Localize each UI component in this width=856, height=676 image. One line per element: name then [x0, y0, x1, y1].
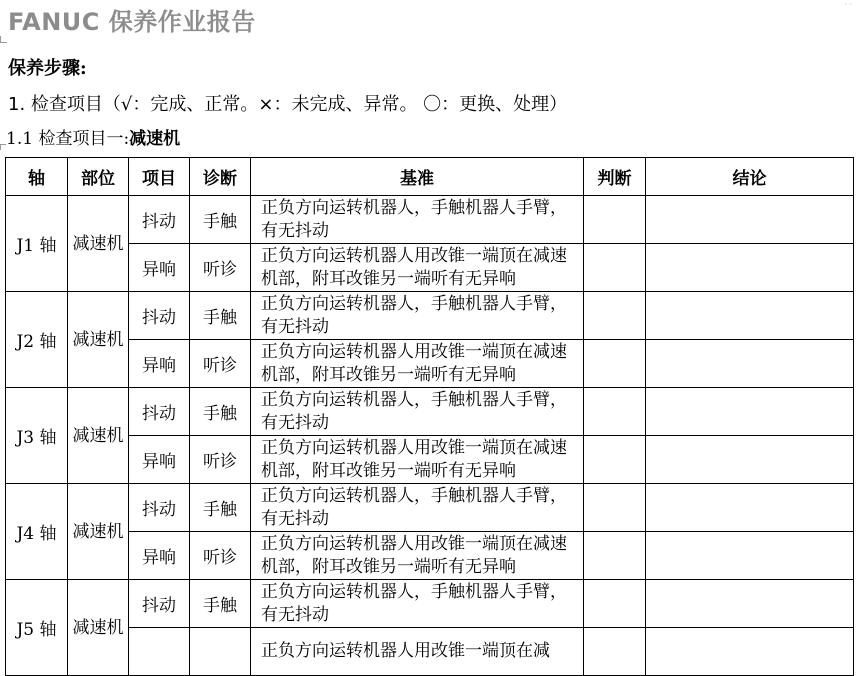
table-row	[6, 484, 854, 532]
diagnosis-cell: 听诊	[190, 436, 251, 484]
item-cell: 异响	[129, 244, 190, 292]
diagnosis-cell: 听诊	[190, 244, 251, 292]
conclusion-cell[interactable]	[646, 532, 854, 580]
basis-cell: 正负方向运转机器人用改锥一端顶在减	[251, 628, 584, 676]
corner-decoration: · ·	[844, 0, 852, 9]
conclusion-cell[interactable]	[646, 436, 854, 484]
header-item: 项目	[129, 158, 190, 196]
basis-cell: 正负方向运转机器人用改锥一端顶在减速机部，附耳改锥另一端听有无异响	[251, 244, 584, 292]
basis-cell: 正负方向运转机器人，手触机器人手臂，有无抖动	[251, 484, 584, 532]
judgement-cell[interactable]	[584, 436, 646, 484]
margin-corner-mark	[0, 36, 7, 43]
part-cell: 减速机	[68, 388, 129, 484]
basis-cell: 正负方向运转机器人，手触机器人手臂，有无抖动	[251, 292, 584, 340]
table-row	[6, 436, 854, 484]
conclusion-cell[interactable]	[646, 244, 854, 292]
basis-cell: 正负方向运转机器人，手触机器人手臂，有无抖动	[251, 196, 584, 244]
diagnosis-cell: 听诊	[190, 340, 251, 388]
header-judgement: 判断	[584, 158, 646, 196]
header-basis: 基准	[251, 158, 584, 196]
table-row	[6, 292, 854, 340]
basis-cell: 正负方向运转机器人用改锥一端顶在减速机部，附耳改锥另一端听有无异响	[251, 436, 584, 484]
header-conclusion: 结论	[646, 158, 854, 196]
header-diagnosis: 诊断	[190, 158, 251, 196]
check-items-legend: 1. 检查项目（√：完成、正常。×：未完成、异常。 〇：更换、处理）	[8, 94, 568, 115]
part-cell: 减速机	[68, 484, 129, 580]
judgement-cell[interactable]	[584, 196, 646, 244]
steps-heading: 保养步骤:	[8, 58, 87, 79]
judgement-cell[interactable]	[584, 340, 646, 388]
item-cell: 异响	[129, 340, 190, 388]
axis-cell: J5 轴	[6, 580, 68, 676]
table-header-row	[6, 158, 854, 196]
part-cell: 减速机	[68, 580, 129, 676]
basis-cell: 正负方向运转机器人，手触机器人手臂，有无抖动	[251, 580, 584, 628]
conclusion-cell[interactable]	[646, 292, 854, 340]
inspection-table	[5, 157, 854, 676]
conclusion-cell[interactable]	[646, 196, 854, 244]
conclusion-cell[interactable]	[646, 388, 854, 436]
header-axis: 轴	[6, 158, 68, 196]
item-cell: 抖动	[129, 196, 190, 244]
item-cell: 抖动	[129, 388, 190, 436]
diagnosis-cell: 手触	[190, 292, 251, 340]
document-title: FANUC 保养作业报告	[8, 8, 256, 36]
item-cell: 异响	[129, 532, 190, 580]
item-cell: 抖动	[129, 580, 190, 628]
subsection-heading	[6, 124, 180, 149]
judgement-cell[interactable]	[584, 292, 646, 340]
diagnosis-cell: 手触	[190, 388, 251, 436]
item-cell: 抖动	[129, 292, 190, 340]
judgement-cell[interactable]	[584, 628, 646, 676]
axis-cell: J2 轴	[6, 292, 68, 388]
axis-cell: J1 轴	[6, 196, 68, 292]
table-row	[6, 340, 854, 388]
judgement-cell[interactable]	[584, 388, 646, 436]
part-cell: 减速机	[68, 292, 129, 388]
table-row	[6, 244, 854, 292]
subsection-name: 减速机	[129, 129, 181, 149]
judgement-cell[interactable]	[584, 580, 646, 628]
diagnosis-cell: 听诊	[190, 532, 251, 580]
basis-cell: 正负方向运转机器人，手触机器人手臂，有无抖动	[251, 388, 584, 436]
table-row	[6, 388, 854, 436]
conclusion-cell[interactable]	[646, 580, 854, 628]
judgement-cell[interactable]	[584, 484, 646, 532]
conclusion-cell[interactable]	[646, 628, 854, 676]
table-row	[6, 532, 854, 580]
header-part: 部位	[68, 158, 129, 196]
conclusion-cell[interactable]	[646, 484, 854, 532]
table-row	[6, 580, 854, 628]
part-cell: 减速机	[68, 196, 129, 292]
item-cell	[129, 628, 190, 676]
basis-cell: 正负方向运转机器人用改锥一端顶在减速机部，附耳改锥另一端听有无异响	[251, 532, 584, 580]
judgement-cell[interactable]	[584, 532, 646, 580]
margin-corner-mark-2	[0, 144, 6, 150]
axis-cell: J4 轴	[6, 484, 68, 580]
table-row	[6, 628, 854, 676]
diagnosis-cell: 手触	[190, 484, 251, 532]
basis-cell: 正负方向运转机器人用改锥一端顶在减速机部，附耳改锥另一端听有无异响	[251, 340, 584, 388]
item-cell: 抖动	[129, 484, 190, 532]
axis-cell: J3 轴	[6, 388, 68, 484]
diagnosis-cell: 手触	[190, 196, 251, 244]
subsection-prefix: 1.1 检查项目一:	[6, 129, 130, 149]
conclusion-cell[interactable]	[646, 340, 854, 388]
diagnosis-cell: 手触	[190, 580, 251, 628]
table-row	[6, 196, 854, 244]
diagnosis-cell	[190, 628, 251, 676]
judgement-cell[interactable]	[584, 244, 646, 292]
item-cell: 异响	[129, 436, 190, 484]
